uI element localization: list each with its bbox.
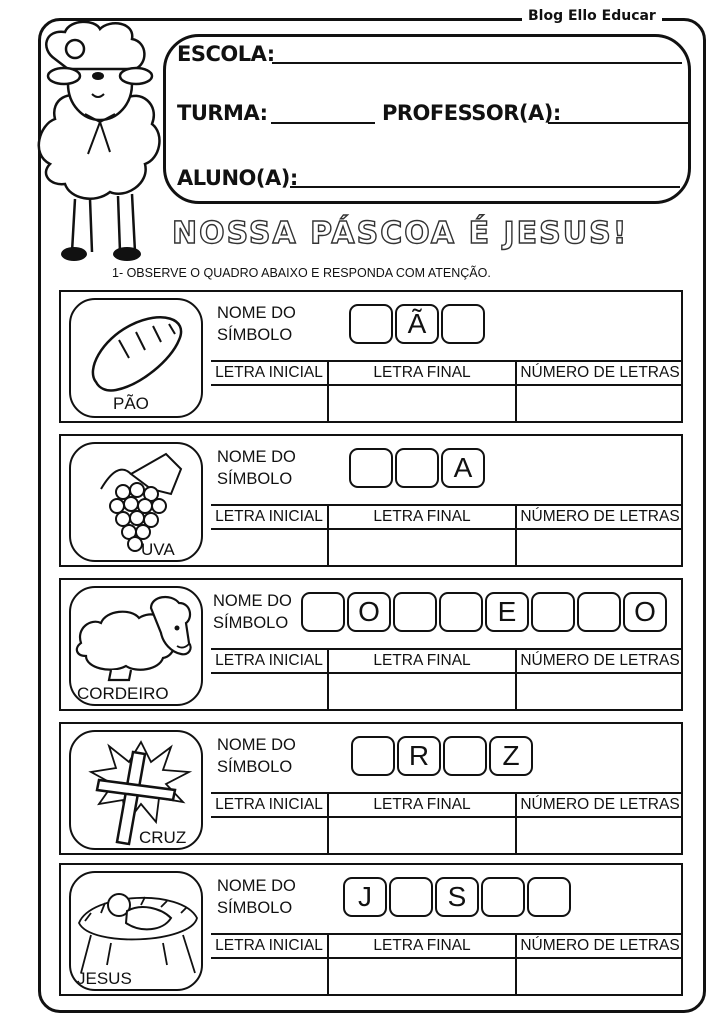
- turma-field[interactable]: [271, 122, 375, 124]
- numero-letras-answer[interactable]: [517, 528, 683, 565]
- numero-letras-answer[interactable]: [517, 384, 683, 421]
- letter-tile[interactable]: [577, 592, 621, 632]
- numero-letras-answer[interactable]: [517, 672, 683, 709]
- letter-tile[interactable]: [349, 304, 393, 344]
- symbol-card: [59, 863, 683, 996]
- symbol-picture: [69, 871, 203, 991]
- symbol-card: [59, 290, 683, 423]
- nome-do-simbolo-label: NOME DO SÍMBOLO: [217, 448, 296, 488]
- escola-label: ESCOLA:: [177, 42, 275, 66]
- numero-letras-answer[interactable]: [517, 816, 683, 853]
- letra-final-header: LETRA FINAL: [373, 508, 471, 525]
- letra-inicial-header: LETRA INICIAL: [215, 937, 323, 954]
- escola-field[interactable]: [272, 62, 682, 64]
- symbol-picture: [69, 442, 203, 562]
- letra-final-answer[interactable]: [329, 957, 515, 994]
- symbol-picture: [69, 730, 203, 850]
- aluno-field[interactable]: [290, 186, 680, 188]
- letter-tile[interactable]: J: [343, 877, 387, 917]
- answer-table: [211, 504, 683, 569]
- letra-final-header: LETRA FINAL: [373, 937, 471, 954]
- letra-final-answer[interactable]: [329, 384, 515, 421]
- grapes-icon: [71, 444, 203, 562]
- page-title: NOSSA PÁSCOA É JESUS!: [172, 216, 629, 251]
- answer-table: [211, 792, 683, 857]
- turma-label: TURMA:: [177, 101, 268, 125]
- symbol-label: JESUS: [77, 969, 132, 988]
- letter-tile[interactable]: Z: [489, 736, 533, 776]
- symbol-card: [59, 434, 683, 567]
- numero-letras-answer[interactable]: [517, 957, 683, 994]
- symbol-picture: [69, 298, 203, 418]
- sheep-icon: [30, 14, 165, 264]
- symbol-picture: [69, 586, 203, 706]
- letter-tiles: [343, 877, 573, 917]
- letter-tile[interactable]: [527, 877, 571, 917]
- letter-tiles: [349, 448, 487, 488]
- nome-do-simbolo-label: NOME DO SÍMBOLO: [217, 877, 296, 917]
- letra-inicial-answer[interactable]: [211, 672, 327, 709]
- letra-final-answer[interactable]: [329, 816, 515, 853]
- letra-final-header: LETRA FINAL: [373, 796, 471, 813]
- letra-inicial-header: LETRA INICIAL: [215, 508, 323, 525]
- professor-label: PROFESSOR(A):: [382, 101, 561, 125]
- letra-inicial-header: LETRA INICIAL: [215, 652, 323, 669]
- letter-tile[interactable]: Ã: [395, 304, 439, 344]
- nome-do-simbolo-label: NOME DO SÍMBOLO: [213, 592, 292, 632]
- letra-inicial-answer[interactable]: [211, 957, 327, 994]
- aluno-label: ALUNO(A):: [177, 166, 298, 190]
- symbol-label: CRUZ: [139, 828, 187, 847]
- instruction: 1- OBSERVE O QUADRO ABAIXO E RESPONDA COM ATENÇÃO.: [112, 266, 491, 280]
- professor-field[interactable]: [548, 122, 688, 124]
- letter-tile[interactable]: O: [347, 592, 391, 632]
- numero-letras-header: NÚMERO DE LETRAS: [520, 652, 680, 669]
- letter-tile[interactable]: A: [441, 448, 485, 488]
- letra-final-header: LETRA FINAL: [373, 652, 471, 669]
- letter-tile[interactable]: O: [623, 592, 667, 632]
- numero-letras-header: NÚMERO DE LETRAS: [520, 364, 680, 381]
- letter-tile[interactable]: S: [435, 877, 479, 917]
- letter-tile[interactable]: [389, 877, 433, 917]
- letter-tile[interactable]: [351, 736, 395, 776]
- symbol-card: [59, 722, 683, 855]
- letra-inicial-answer[interactable]: [211, 528, 327, 565]
- nome-do-simbolo-label: NOME DO SÍMBOLO: [217, 304, 296, 344]
- letter-tile[interactable]: [531, 592, 575, 632]
- numero-letras-header: NÚMERO DE LETRAS: [520, 508, 680, 525]
- letter-tiles: [349, 304, 487, 344]
- letter-tile[interactable]: [395, 448, 439, 488]
- letter-tile[interactable]: [441, 304, 485, 344]
- nome-do-simbolo-label: NOME DO SÍMBOLO: [217, 736, 296, 776]
- answer-table: [211, 648, 683, 713]
- letter-tiles: [351, 736, 535, 776]
- letra-final-answer[interactable]: [329, 672, 515, 709]
- answer-table: [211, 933, 683, 998]
- letra-final-answer[interactable]: [329, 528, 515, 565]
- symbol-card: [59, 578, 683, 711]
- numero-letras-header: NÚMERO DE LETRAS: [520, 937, 680, 954]
- blog-label: Blog Ello Educar: [522, 8, 662, 24]
- letter-tile[interactable]: [439, 592, 483, 632]
- letter-tiles: [301, 592, 669, 632]
- letter-tile[interactable]: [481, 877, 525, 917]
- letra-inicial-answer[interactable]: [211, 384, 327, 421]
- symbol-label: UVA: [141, 540, 175, 559]
- letra-inicial-answer[interactable]: [211, 816, 327, 853]
- letra-inicial-header: LETRA INICIAL: [215, 796, 323, 813]
- letra-final-header: LETRA FINAL: [373, 364, 471, 381]
- letter-tile[interactable]: [301, 592, 345, 632]
- letter-tile[interactable]: E: [485, 592, 529, 632]
- symbol-label: CORDEIRO: [77, 684, 169, 703]
- letter-tile[interactable]: [443, 736, 487, 776]
- answer-table: [211, 360, 683, 425]
- letter-tile[interactable]: R: [397, 736, 441, 776]
- letter-tile[interactable]: [349, 448, 393, 488]
- numero-letras-header: NÚMERO DE LETRAS: [520, 796, 680, 813]
- symbol-label: PÃO: [113, 394, 149, 413]
- letra-inicial-header: LETRA INICIAL: [215, 364, 323, 381]
- letter-tile[interactable]: [393, 592, 437, 632]
